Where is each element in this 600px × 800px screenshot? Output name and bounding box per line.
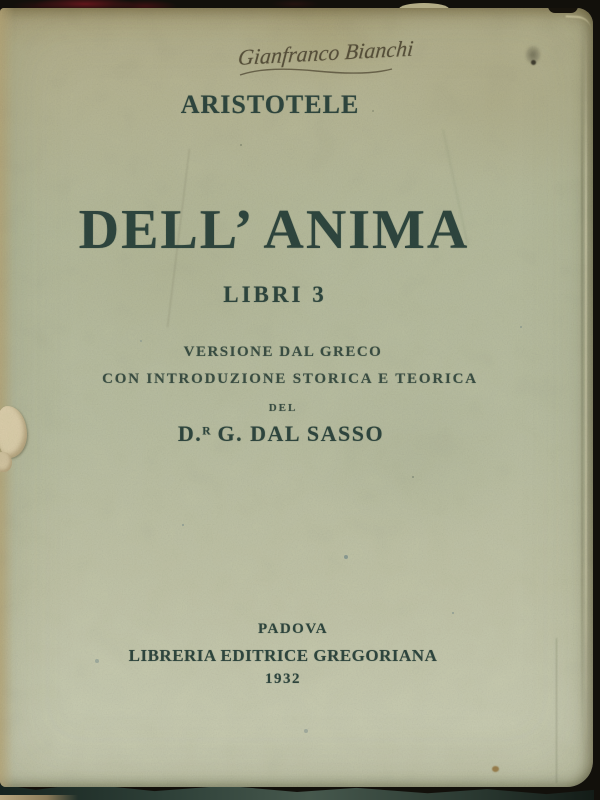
crease-right-highlight [585, 26, 587, 750]
imprint-publisher: LIBRERIA EDITRICE GREGORIANA [128, 646, 438, 665]
translator-name [0, 421, 562, 447]
imprint-city: PADOVA [257, 621, 329, 637]
translator-prefix: D. [177, 421, 203, 446]
ink-smudge-dot [531, 60, 536, 65]
translator-rest: G. DAL SASSO [217, 421, 385, 446]
author-name: ARISTOTELE [180, 90, 360, 119]
book-title: DELL’ ANIMA [78, 199, 470, 261]
translator-superscript: R [202, 425, 211, 438]
book-cover [0, 8, 593, 787]
bottom-paper-sliver [0, 795, 78, 800]
edition-line-1: VERSIONE DAL GRECO [183, 344, 383, 360]
edition-line-2: CON INTRODUZIONE STORICA E TEORICA [102, 371, 478, 387]
edition-line-3: DEL [268, 402, 298, 414]
imprint-year: 1932 [265, 671, 301, 687]
stain-dot [492, 766, 499, 772]
top-edge-notch [548, 8, 578, 13]
book-subtitle: LIBRI 3 [223, 282, 327, 307]
owner-signature: Gianfranco Bianchi [237, 35, 415, 70]
signature-flourish-line [236, 64, 396, 78]
corner-fold [564, 15, 591, 44]
paper-flecks [0, 8, 2, 10]
